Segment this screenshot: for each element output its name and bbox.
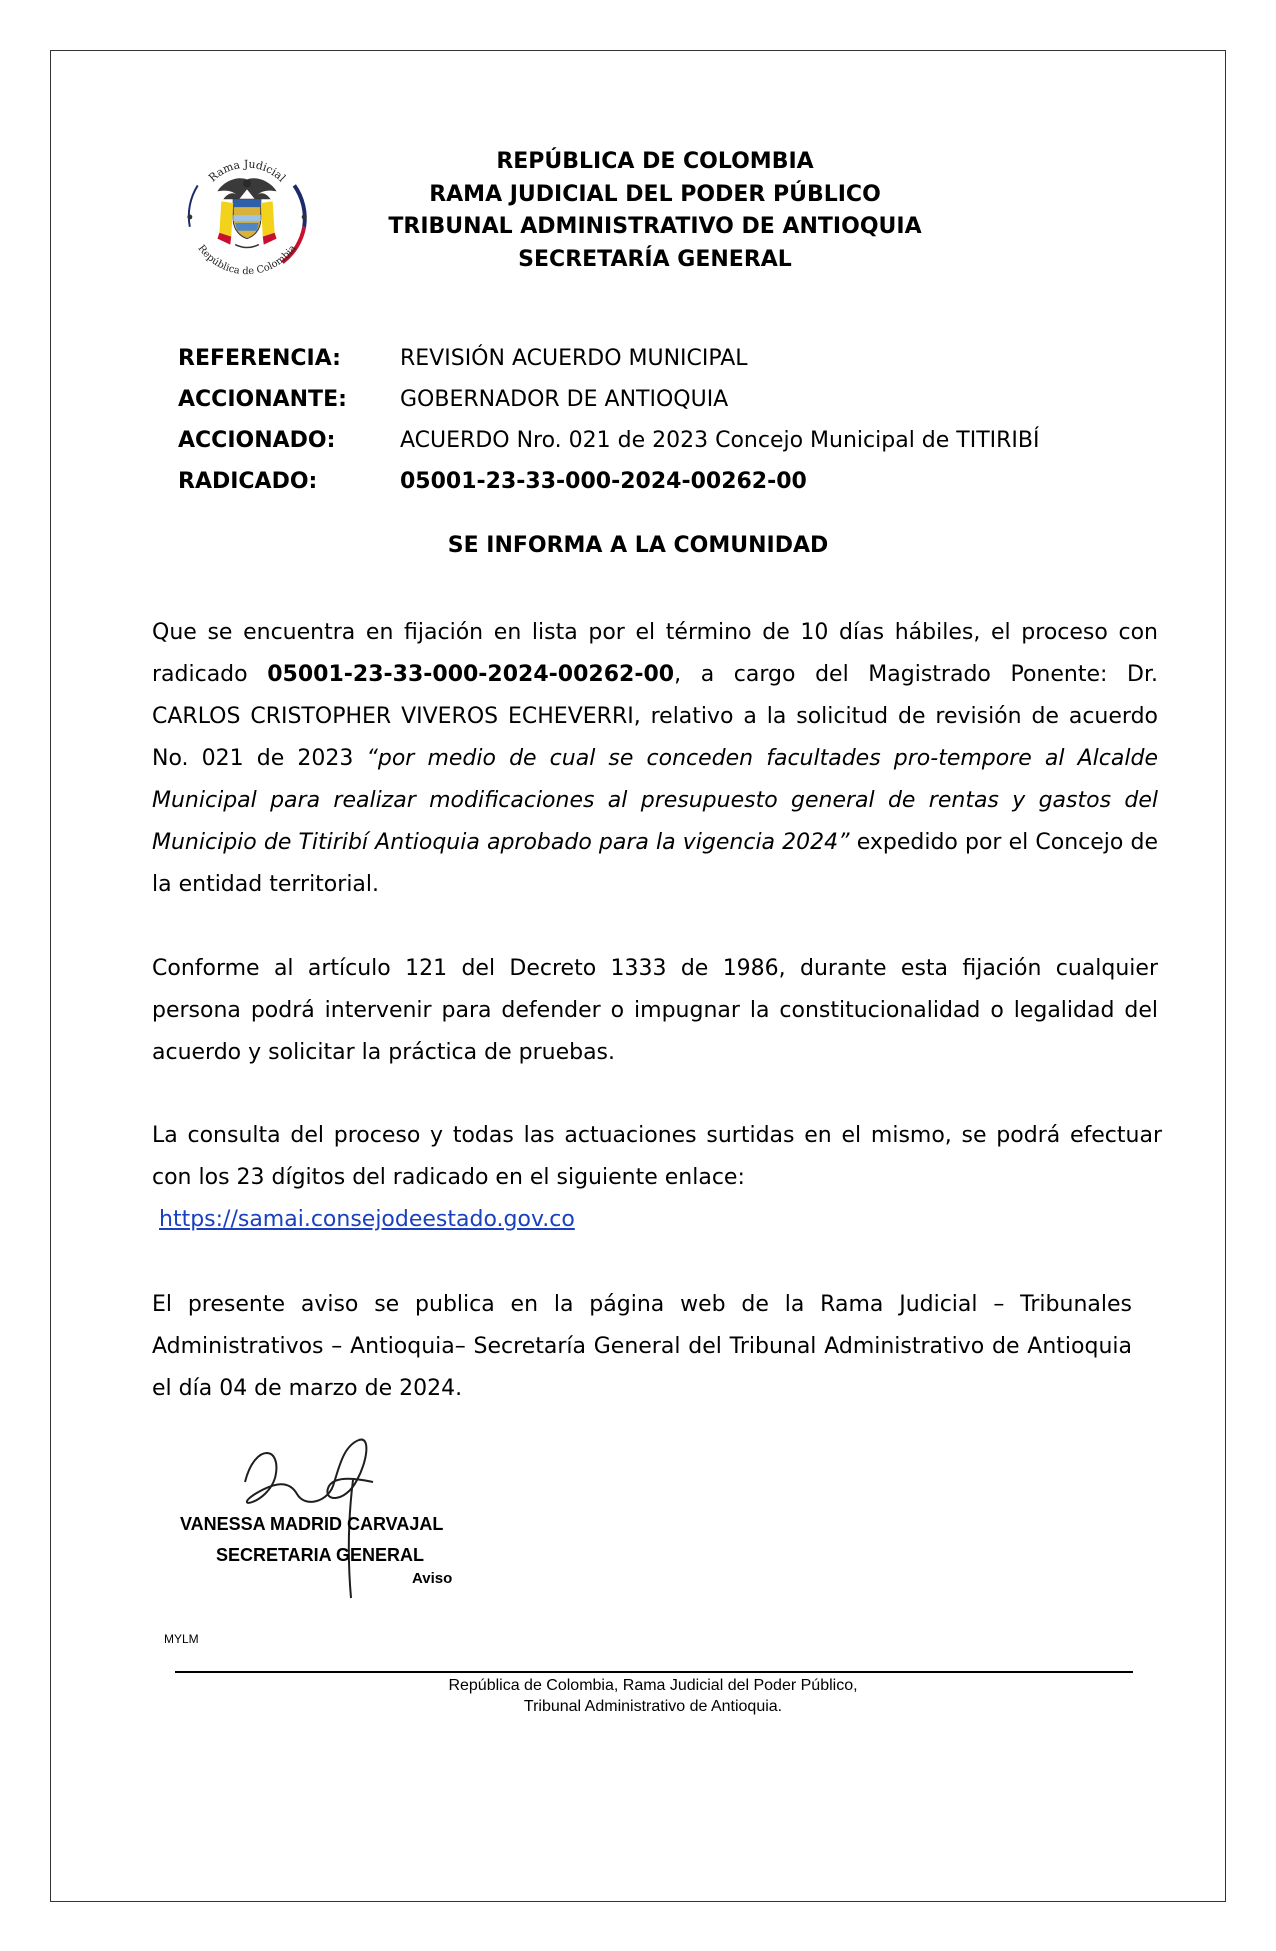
p1-end: expedido por el Concejo de la entidad territorial. — [152, 830, 1158, 897]
notice-title: SE INFORMA A LA COMUNIDAD — [447, 533, 829, 558]
p1-intro: Que se encuentra en fijación en lista por el término de 10 días hábiles, el proceso con radicado — [152, 620, 1158, 687]
p1-radicado: 05001-23-33-000-2024-00262-00 — [267, 662, 675, 687]
typist-initials: MYLM — [164, 1632, 199, 1646]
header-office: SECRETARÍA GENERAL — [518, 246, 792, 272]
radicado-value: 05001-23-33-000-2024-00262-00 — [400, 469, 807, 494]
paragraph-consulta — [152, 1115, 1162, 1241]
rama-judicial-seal — [178, 146, 316, 284]
footer-divider — [175, 1671, 1133, 1673]
paragraph-publicacion: El presente aviso se publica en la página web de la Rama Judicial – Tribunales Administrativos – Antioquia– Secretaría General del Tribunal Administrativo de Antioquia el día 04 de marzo de 2024. — [152, 1292, 1132, 1401]
radicado-label: RADICADO: — [178, 469, 318, 494]
footer-line-1: República de Colombia, Rama Judicial del Poder Público, — [448, 1677, 858, 1694]
header-branch: RAMA JUDICIAL DEL PODER PÚBLICO — [429, 181, 881, 207]
accionante-value: GOBERNADOR DE ANTIOQUIA — [400, 387, 729, 412]
p1-quote: “por medio de cual se conceden facultades pro-tempore al Alcalde Municipal para realizar modificaciones al presupuesto general de rentas y gastos del Municipio de Titiribí Antioquia aprobado para la vigencia 2024” — [152, 746, 1158, 855]
p1-middle: , a cargo del Magistrado Ponente: Dr. CARLOS CRISTOPHER VIVEROS ECHEVERRI, relativo a la solicitud de revisión de acuerdo No. 021 de 2023 — [152, 662, 1158, 771]
paragraph-conforme: Conforme al artículo 121 del Decreto 1333 de 1986, durante esta fijación cualquier persona podrá intervenir para defender o impugnar la constitucionalidad o legalidad del acuerdo y solicitar la práctica de pruebas. — [152, 956, 1158, 1065]
reference-label: REFERENCIA: — [178, 346, 341, 371]
header-tribunal: TRIBUNAL ADMINISTRATIVO DE ANTIOQUIA — [388, 214, 922, 239]
accionante-label: ACCIONANTE: — [178, 387, 347, 412]
footer-line-2: Tribunal Administrativo de Antioquia. — [523, 1698, 783, 1715]
document-type-note: Aviso — [412, 1570, 453, 1587]
page-footer — [0, 1675, 1276, 1717]
signer-role: SECRETARIA GENERAL — [216, 1545, 425, 1565]
signer-name: VANESSA MADRID CARVAJAL — [180, 1514, 444, 1534]
accionado-value: ACUERDO Nro. 021 de 2023 Concejo Municipal de TITIRIBÍ — [400, 428, 1040, 453]
seal-top-text: Rama Judicial — [206, 157, 289, 185]
handwritten-signature — [235, 1422, 435, 1602]
p3-text: La consulta del proceso y todas las actuaciones surtidas en el mismo, se podrá efectuar con los 23 dígitos del radicado en el siguiente enlace: — [152, 1123, 1162, 1190]
accionado-label: ACCIONADO: — [178, 428, 336, 453]
document-header — [300, 146, 1010, 276]
reference-value: REVISIÓN ACUERDO MUNICIPAL — [400, 346, 748, 371]
seal-bottom-text: República de Colombia — [195, 243, 299, 278]
header-country: REPÚBLICA DE COLOMBIA — [496, 149, 814, 174]
paragraph-fijacion — [152, 612, 1158, 906]
samai-link[interactable]: https://samai.consejodeestado.gov.co — [159, 1207, 575, 1232]
